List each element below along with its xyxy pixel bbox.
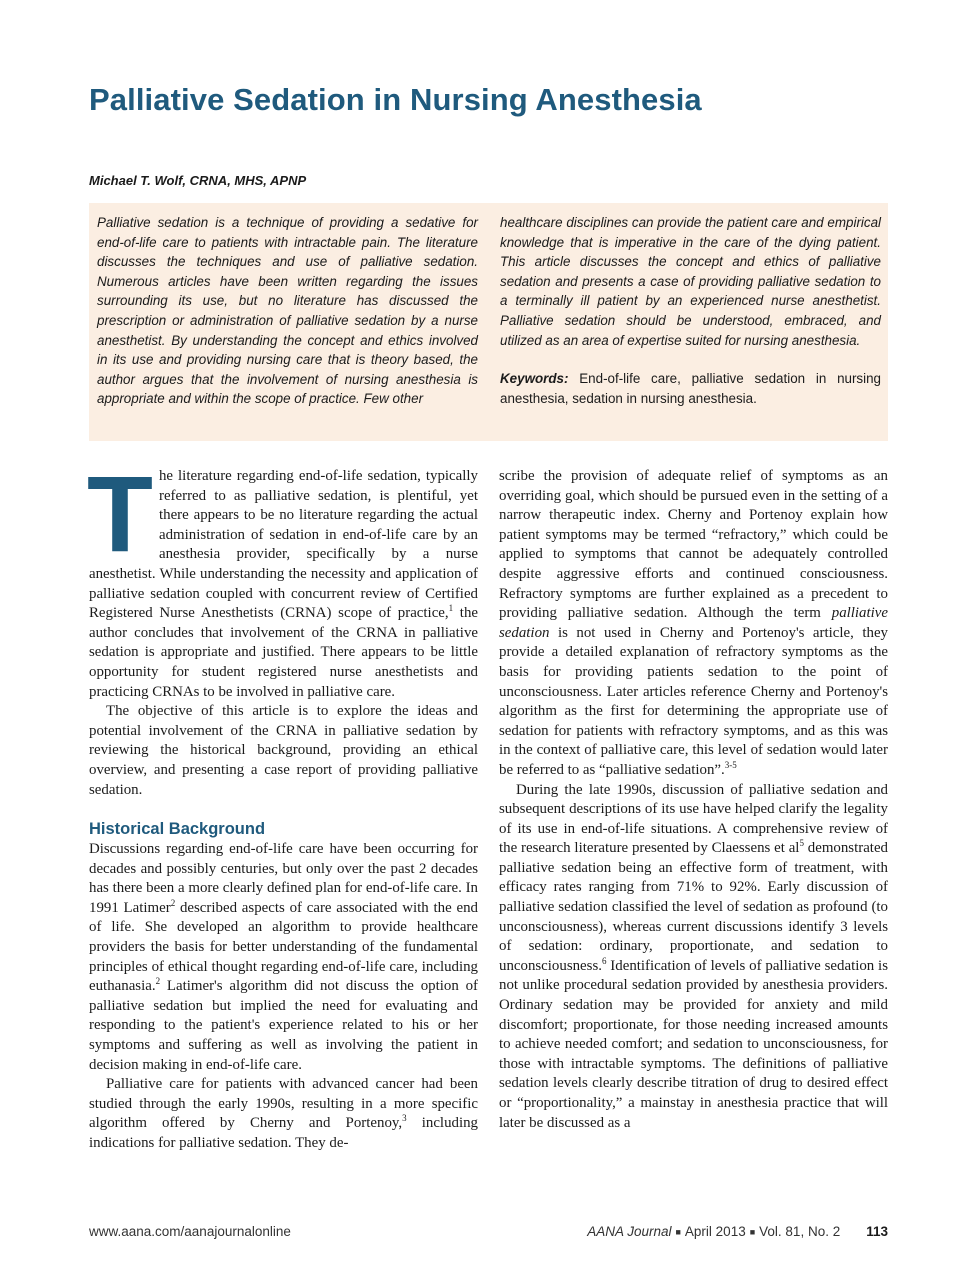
article-author: Michael T. Wolf, CRNA, MHS, APNP <box>89 173 307 188</box>
citation-ref: 3-5 <box>724 759 737 770</box>
footer-separator: ■ <box>675 1227 681 1237</box>
citation-ref: 5 <box>799 838 804 849</box>
abstract-left-column <box>97 213 478 409</box>
page-number: 113 <box>866 1224 888 1239</box>
footer-url-link[interactable]: www.aana.com/aanajournalonline <box>89 1224 291 1239</box>
body-text: is not used in Cherny and Portenoy's article, they provide a detailed explanation of refractory symptoms as the basis for providing patients sedation to the point of unconsciousness. Later articles reference Cherny and Portenoy's algorithm as the first for determining the appropriate use of sedation for patients with refractory symptoms, and as this was in the context of palliative care, this level of sedation would later be referred to as “palliative sedation”. <box>499 624 888 778</box>
abstract-text-right: healthcare disciplines can provide the patient care and empirical knowledge that is imperative in the care of the dying patient. This article discusses the concept and ethics of palliative sedation and presents a case of providing palliative sedation to a terminally ill patient by an experienced nurse anesthetist. Palliative sedation should be understood, embraced, and utilized as an area of expertise suited for nursing anesthesia. <box>500 215 881 348</box>
body-text: Discussions regarding end-of-life care have been occurring for decades and possibly centuries, but only over the past 2 decades has there been a more clearly defined plan for end-of-life care. In 1991 Latimer <box>89 841 478 916</box>
keywords <box>500 369 881 408</box>
body-text: demonstrated palliative sedation being an effective form of treatment, with efficacy rates ranging from 71% to 92%. Early discussion of palliative sedation classified the level of sedation as profound (to unconsciousness), whereas current discussions identify 3 levels of sedation: ordinary, proportionate, and sedation to unconsciousness. <box>499 840 888 974</box>
body-text: scribe the provision of adequate relief of symptoms as an overriding goal, which should be pursued even in the setting of a narrow therapeutic index. Cherny and Portenoy explain how patient symptoms may be termed “refractory,” which could be applied to symptoms that cannot be adequately controlled despite aggressive efforts and continued consciousness. Refractory symptoms are further explained as a precedent to providing palliative sedation. Although the term <box>499 468 888 622</box>
body-text: including indications for palliative sedation. They de- <box>89 1115 478 1151</box>
footer-citation <box>587 1224 888 1239</box>
citation-ref: 2 <box>170 897 176 908</box>
body-text: he literature regarding end-of-life sedation, typically referred to as palliative sedation, is plentiful, yet there appears to be no literature regarding the actual administration of sedation in end-of-life care by an anesthesia provider, specifically by a nurse anesthetist. While understanding the necessity and application of palliative sedation coupled with concurrent review of Certified Registered Nurse Anesthetists (CRNA) scope of practice, <box>89 468 478 622</box>
footer-journal: AANA Journal <box>587 1224 672 1239</box>
abstract-right-column <box>500 213 881 408</box>
body-text: Identification of levels of palliative sedation is not unlike procedural sedation provided by anesthesia providers. Ordinary sedation may be provided for anxiety and mild discomfort; proportionate, for those needing increased amounts to achieve needed comfort; and sedation to unconsciousness, for those with intractable symptoms. The definitions of palliative sedation levels clearly describe titration of drug to desired effect or “proportionality,” a mainstay in anesthesia practice that will later be discussed as a <box>499 957 888 1131</box>
citation-ref: 1 <box>448 603 454 614</box>
body-text: the author concludes that involvement of the CRNA in palliative sedation is appropriate and justified. There appears to be little opportunity for student registered nurse anesthetists and practicing CRNAs to be involved in palliative care. <box>89 605 478 700</box>
body-text: Palliative care for patients with advanced cancer had been studied through the early 1990s, resulting in a more specific algorithm offered by Cherny and Portenoy, <box>89 1076 478 1132</box>
body-paragraph <box>89 1075 478 1153</box>
keywords-text: End-of-life care, palliative sedation in nursing anesthesia, sedation in nursing anesthesia. <box>500 371 881 406</box>
body-left-column <box>87 453 478 1154</box>
section-heading-historical: Historical Background <box>89 820 266 839</box>
footer-date: April 2013 <box>684 1224 746 1239</box>
keywords-label: Keywords: <box>500 371 569 387</box>
body-paragraph: The objective of this article is to explore the ideas and potential involvement of the CRNA in palliative sedation by reviewing the historical background, providing an ethical overview, and presenting a case report of providing palliative sedation. <box>89 703 478 798</box>
body-right-column <box>499 467 888 1133</box>
article-title: Palliative Sedation in Nursing Anesthesia <box>89 82 702 117</box>
abstract-box <box>89 203 888 441</box>
body-text: described aspects of care associated with the end of life. She developed an algorithm to provide healthcare providers the basis for better understanding of the fundamental principles of ethical thought regarding end-of-life care, including euthanasia. <box>89 899 478 995</box>
footer-volume: Vol. 81, No. 2 <box>759 1224 841 1239</box>
body-text: Latimer's algorithm did not discuss the option of palliative sedation but implied the need for evaluating and responding to the patient's experience related to his or her symptoms and suffering as well as involving the patient in decision making in end-of-life care. <box>89 978 478 1073</box>
drop-cap: T <box>87 453 153 574</box>
citation-ref: 6 <box>601 955 607 966</box>
citation-ref: 3 <box>402 1113 407 1124</box>
body-text: During the late 1990s, discussion of palliative sedation and subsequent descriptions of its use have helped clarify the legality of its use in end-of-life situations. A comprehensive review of the research literature presented by Claessens et al <box>499 781 888 857</box>
body-paragraph <box>499 467 888 781</box>
citation-ref: 2 <box>155 976 161 987</box>
emphasis-term: palliative sedation <box>499 605 888 641</box>
body-paragraph-intro <box>87 453 478 702</box>
body-paragraph <box>499 781 888 1134</box>
abstract-text-left: Palliative sedation is a technique of providing a sedative for end-of-life care to patients with intractable pain. The literature discusses the techniques and use of palliative sedation. Numerous articles have been written regarding the issues surrounding its use, but no literature has discussed the prescription or administration of palliative sedation by a nurse anesthetist. By understanding the concept and ethics involved in its use and providing nursing care that is theory based, the author argues that the involvement of nursing anesthesia is appropriate and within the scope of practice. Few other <box>97 215 478 407</box>
body-paragraph <box>89 840 478 1075</box>
footer-separator: ■ <box>749 1227 756 1237</box>
